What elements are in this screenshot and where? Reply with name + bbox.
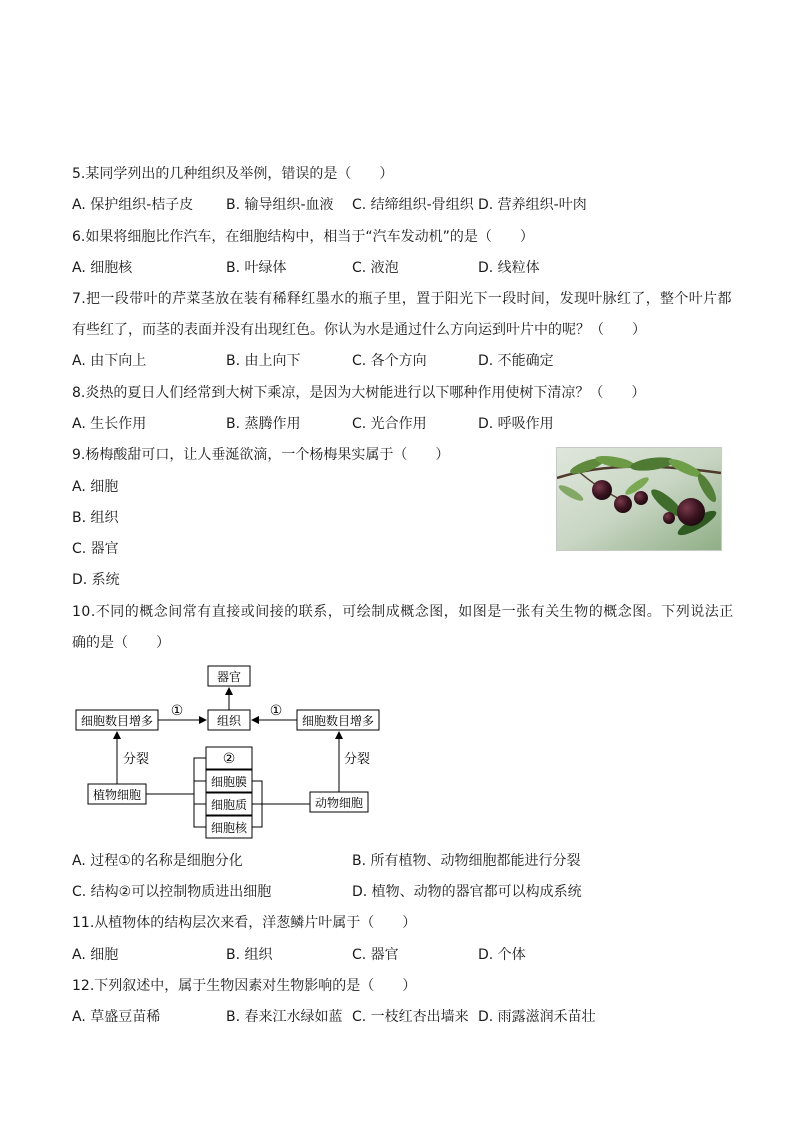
question-7-stem-line-2: 有些红了，而茎的表面并没有出现红色。你认为水是通过什么方向运到叶片中的呢？（ ） [72,322,646,338]
division-right-label: 分裂 [343,752,371,767]
process-1-left-label: ① [170,703,184,719]
question-11-stem: 11.从植物体的结构层次来看，洋葱鳞片叶属于（ ） [72,915,417,931]
q12-option-c: C. 一枝红杏出墙来 [352,1009,469,1025]
q9-option-c: C. 器官 [72,541,119,557]
q12-option-d: D. 雨露滋润禾苗壮 [478,1009,596,1025]
q5-option-b: B. 输导组织-血液 [226,197,334,213]
question-9-stem: 9.杨梅酸甜可口，让人垂涎欲滴，一个杨梅果实属于（ ） [72,447,450,463]
tissue-label: 组织 [216,714,242,728]
q9-option-d: D. 系统 [72,572,120,588]
question-10-stem-line-2: 确的是（ ） [72,635,170,651]
plant-cell-label: 植物细胞 [92,788,142,802]
question-8-stem: 8.炎热的夏日人们经常到大树下乘凉，是因为大树能进行以下哪种作用使树下清凉？（ ） [72,385,646,401]
q8-option-a: A. 生长作用 [72,416,147,432]
animal-cell-label: 动物细胞 [314,796,364,810]
q10-option-a: A. 过程①的名称是细胞分化 [72,853,243,869]
q6-option-b: B. 叶绿体 [226,260,287,276]
question-7-stem-line-1: 7.把一段带叶的芹菜茎放在装有稀释红墨水的瓶子里，置于阳光下一段时间，发现叶脉红了，整个叶片都 [72,291,732,307]
q8-option-b: B. 蒸腾作用 [226,416,301,432]
q6-option-c: C. 液泡 [352,260,399,276]
q6-option-a: A. 细胞核 [72,260,133,276]
q7-option-a: A. 由下向上 [72,353,147,369]
q11-option-d: D. 个体 [478,947,526,963]
q11-option-a: A. 细胞 [72,947,119,963]
nucleus-label: 细胞核 [210,821,248,835]
q7-option-c: C. 各个方向 [352,353,427,369]
q7-option-b: B. 由上向下 [226,353,301,369]
q5-option-d: D. 营养组织-叶肉 [478,197,587,213]
q8-option-d: D. 呼吸作用 [478,416,554,432]
q5-option-a: A. 保护组织-桔子皮 [72,197,194,213]
structure-2-label: ② [222,751,236,767]
question-6-stem: 6.如果将细胞比作汽车，在细胞结构中，相当于“汽车发动机”的是（ ） [72,229,534,245]
q11-option-b: B. 组织 [226,947,273,963]
q10-option-d: D. 植物、动物的器官都可以构成系统 [352,884,582,900]
division-left-label: 分裂 [122,752,150,767]
q5-option-c: C. 结缔组织-骨组织 [352,197,474,213]
bayberry-illustration [557,448,721,550]
concept-diagram [72,660,392,840]
question-5-stem: 5.某同学列出的几种组织及举例，错误的是（ ） [72,166,394,182]
concept-diagram-svg [72,660,392,840]
q8-option-c: C. 光合作用 [352,416,427,432]
q7-option-d: D. 不能确定 [478,353,554,369]
question-12-stem: 12.下列叙述中，属于生物因素对生物影响的是（ ） [72,978,417,994]
cell-increase-left-label: 细胞数目增多 [80,714,154,728]
q12-option-a: A. 草盛豆苗稀 [72,1009,161,1025]
bayberry-photo [556,447,722,551]
cell-increase-right-label: 细胞数目增多 [301,714,375,728]
membrane-label: 细胞膜 [210,775,248,789]
q6-option-d: D. 线粒体 [478,260,540,276]
question-10-stem-line-1: 10.不同的概念间常有直接或间接的联系，可绘制成概念图，如图是一张有关生物的概念图。下列说法正 [72,604,734,620]
q10-option-c: C. 结构②可以控制物质进出细胞 [72,884,272,900]
q12-option-b: B. 春来江水绿如蓝 [226,1009,343,1025]
process-1-right-label: ① [269,703,283,719]
organ-label: 器官 [216,670,242,684]
cytoplasm-label: 细胞质 [210,798,248,812]
q11-option-c: C. 器官 [352,947,399,963]
q10-option-b: B. 所有植物、动物细胞都能进行分裂 [352,853,581,869]
q9-option-a: A. 细胞 [72,479,119,495]
q9-option-b: B. 组织 [72,510,119,526]
